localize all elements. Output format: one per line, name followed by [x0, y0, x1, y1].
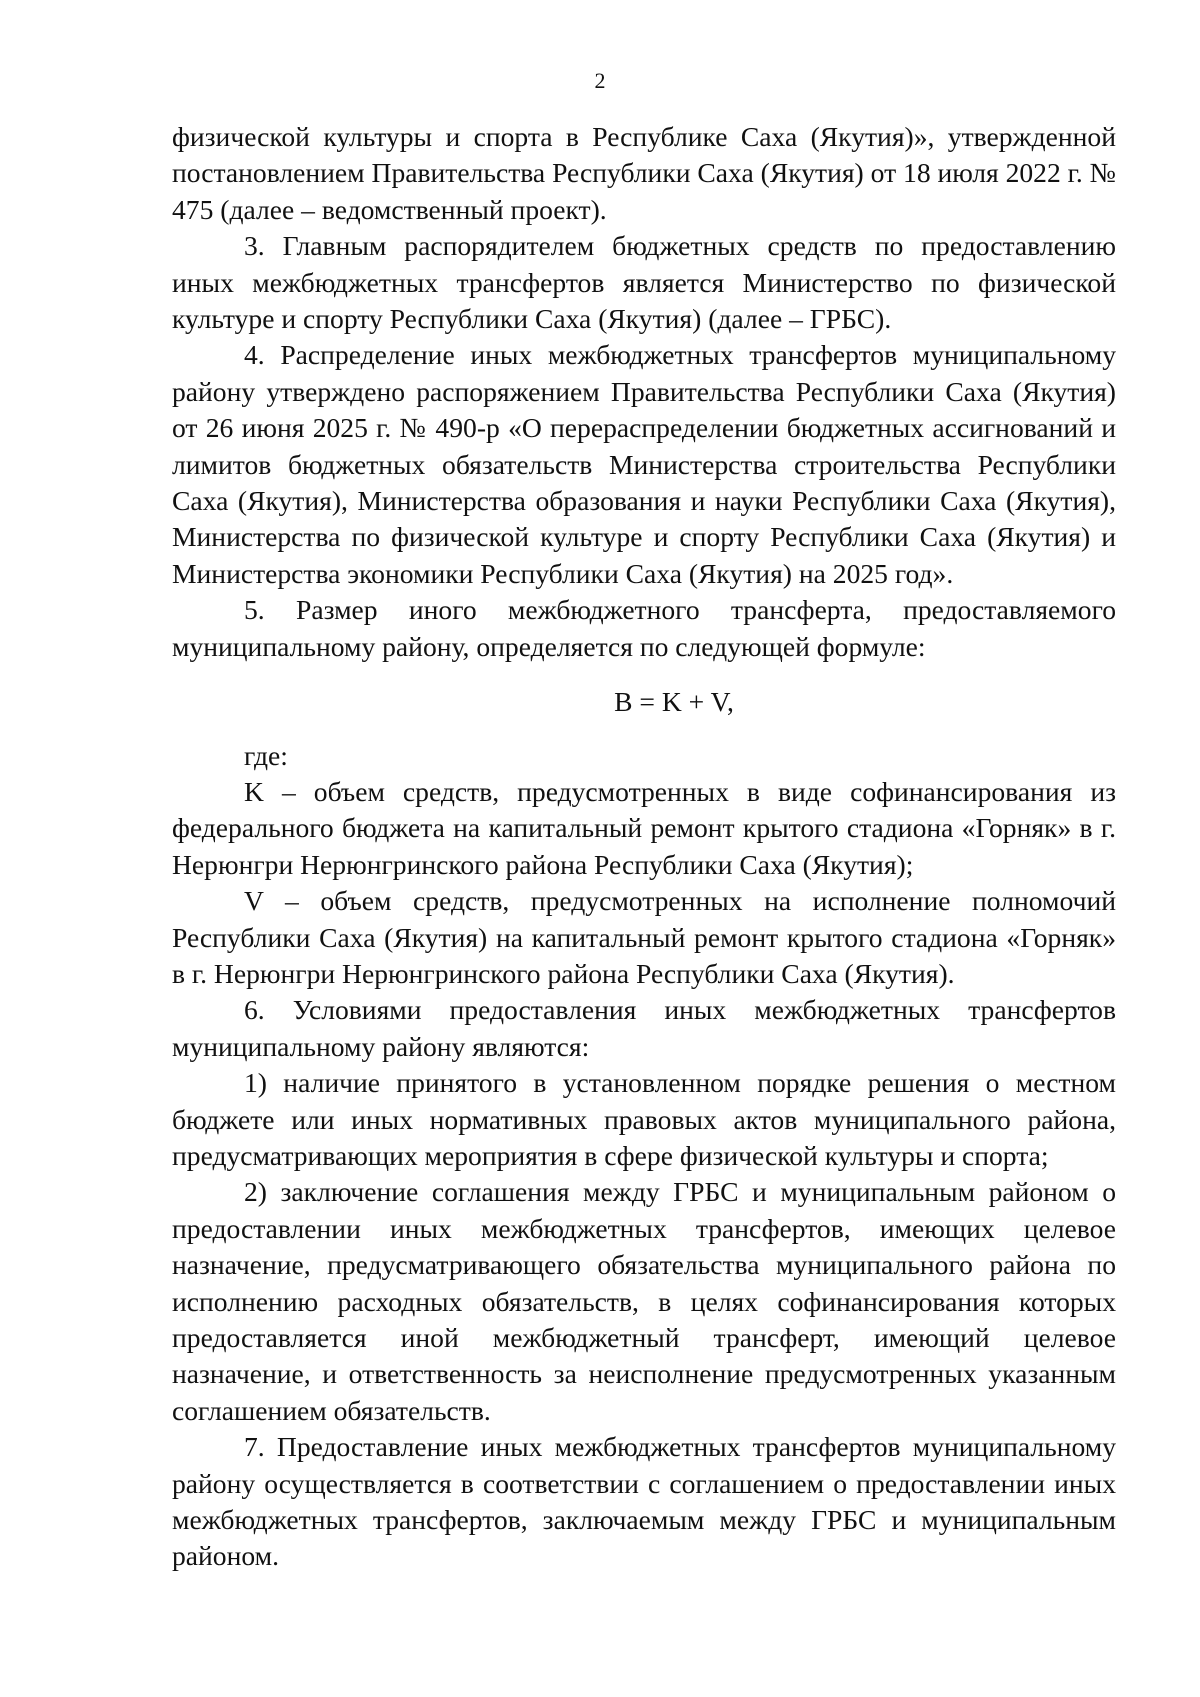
definition-v: V – объем средств, предусмотренных на исполнение полномочий Республики Саха (Якутия) на капитальный ремонт крытого стадиона «Горняк» в г. Нерюнгри Нерюнгринского района Республики Саха (Якутия). [172, 885, 1116, 989]
paragraph-5: 5. Размер иного межбюджетного трансферта, предоставляемого муниципальному району, определяется по следующей формуле: [172, 594, 1116, 662]
condition-2: 2) заключение соглашения между ГРБС и муниципальным районом о предоставлении иных межбюджетных трансфертов, имеющих целевое назначение, предусматривающего обязательства муниципального района по исполнению расходных обязательств, в целях софинансирования которых предоставляется иной межбюджетный трансферт, имеющий целевое назначение, и ответственность за неисполнение предусмотренных указанным соглашением обязательств. [172, 1176, 1116, 1426]
condition-1: 1) наличие принятого в установленном порядке решения о местном бюджете или иных нормативных правовых актов муниципального района, предусматривающих мероприятия в сфере физической культуры и спорта; [172, 1067, 1116, 1171]
paragraph-7: 7. Предоставление иных межбюджетных трансфертов муниципальному району осуществляется в соответствии с соглашением о предоставлении иных межбюджетных трансфертов, заключаемым между ГРБС и муниципальным районом. [172, 1431, 1116, 1572]
formula: B = K + V, [614, 686, 734, 718]
where-label: где: [244, 739, 288, 771]
paragraph-4: 4. Распределение иных межбюджетных трансфертов муниципальному району утверждено распоряжением Правительства Республики Саха (Якутия) от 26 июня 2025 г. № 490-р «О перераспределении бюджетных ассигнований и лимитов бюджетных обязательств Министерства строительства Республики Саха (Якутия), Министерства образования и науки Республики Саха (Якутия), Министерства по физической культуре и спорту Республики Саха (Якутия) и Министерства экономики Республики Саха (Якутия) на 2025 год». [172, 339, 1116, 589]
paragraph-3: 3. Главным распорядителем бюджетных средств по предоставлению иных межбюджетных трансфертов является Министерство по физической культуре и спорту Республики Саха (Якутия) (далее – ГРБС). [172, 230, 1116, 335]
paragraph-6: 6. Условиями предоставления иных межбюджетных трансфертов муниципальному району являются: [172, 994, 1116, 1062]
page-number: 2 [594, 68, 606, 93]
paragraph-continuation: физической культуры и спорта в Республике Саха (Якутия)», утвержденной постановлением Правительства Республики Саха (Якутия) от 18 июля 2022 г. № 475 (далее – ведомственный проект). [172, 121, 1116, 225]
document-body [172, 119, 1116, 1575]
definition-k: K – объем средств, предусмотренных в виде софинансирования из федерального бюджета на капитальный ремонт крытого стадиона «Горняк» в г. Нерюнгри Нерюнгринского района Республики Саха (Якутия); [172, 775, 1116, 880]
